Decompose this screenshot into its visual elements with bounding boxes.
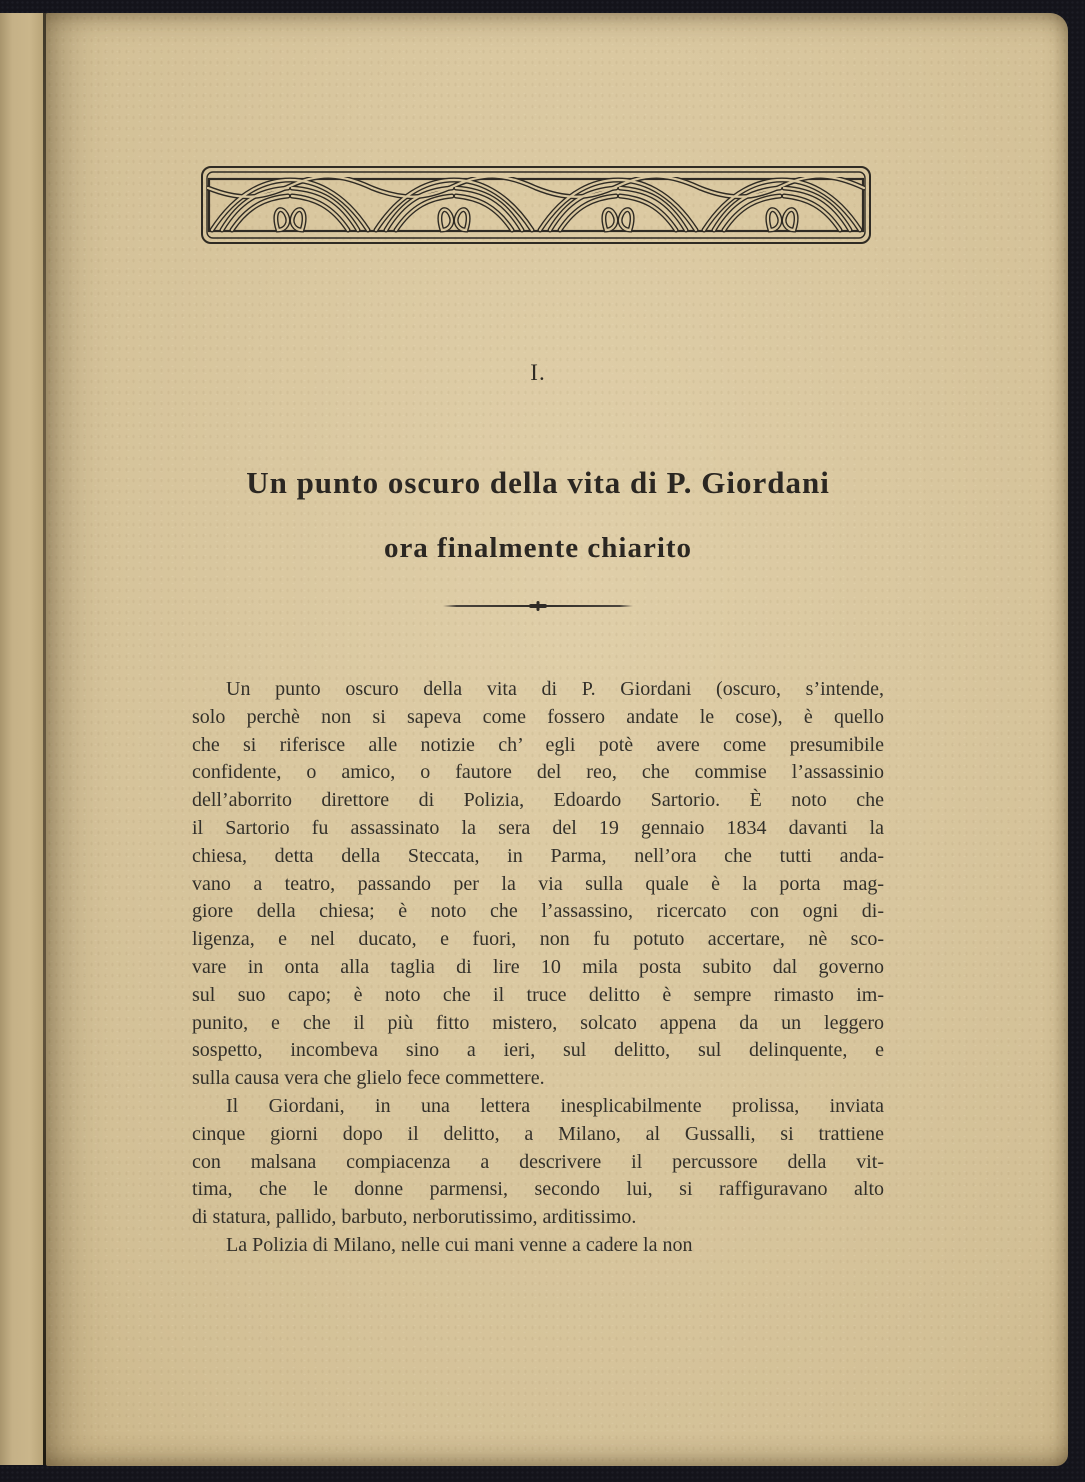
text-line: solo perchè non si sapeva come fossero andate le cose), è quello <box>192 705 884 728</box>
book-page <box>46 13 1068 1466</box>
text-line: sospetto, incombeva sino a ieri, sul delitto, sul delinquente, e <box>192 1039 884 1062</box>
body-text <box>192 676 884 1260</box>
title-divider <box>443 605 633 607</box>
text-line: tima, che le donne parmensi, secondo lui, si raffiguravano alto <box>192 1178 884 1201</box>
text-line: con malsana compiacenza a descrivere il percussore della vit- <box>192 1150 884 1173</box>
title-line-2: ora finalmente chiarito <box>383 532 693 564</box>
art-nouveau-ornament-band <box>200 164 872 246</box>
text-line: il Sartorio fu assassinato la sera del 19 gennaio 1834 davanti la <box>192 816 884 839</box>
text-line: vare in onta alla taglia di lire 10 mila posta subito dal governo <box>192 955 884 978</box>
text-line: Un punto oscuro della vita di P. Giordani (oscuro, s’intende, <box>226 678 884 700</box>
text-line: di statura, pallido, barbuto, nerborutissimo, arditissimo. <box>192 1206 637 1229</box>
text-line: che si riferisce alle notizie ch’ egli potè avere come presumibile <box>192 733 884 756</box>
paragraph <box>192 676 884 1093</box>
previous-page-edge <box>0 13 44 1465</box>
text-line: ligenza, e nel ducato, e fuori, non fu potuto accertare, nè sco- <box>192 928 884 951</box>
chapter-number: I. <box>530 360 546 385</box>
text-line: vano a teatro, passando per la via sulla quale è la porta mag- <box>192 872 884 895</box>
text-line: La Polizia di Milano, nelle cui mani venne a cadere la non <box>226 1233 693 1256</box>
title-line-1: Un punto oscuro della vita di P. Giordani <box>246 465 830 500</box>
text-line: sul suo capo; è noto che il truce delitto è sempre rimasto im- <box>192 983 884 1006</box>
text-line: punito, e che il più fitto mistero, solcato appena da un leggero <box>192 1011 884 1034</box>
chapter-title <box>192 465 884 565</box>
paragraph <box>192 1093 884 1232</box>
text-line: Il Giordani, in una lettera inesplicabilmente prolissa, inviata <box>226 1094 884 1117</box>
text-line: cinque giorni dopo il delitto, a Milano, al Gussalli, si trattiene <box>192 1122 884 1145</box>
text-line: sulla causa vera che glielo fece commettere. <box>192 1067 545 1090</box>
text-line: chiesa, detta della Steccata, in Parma, nell’ora che tutti anda- <box>192 844 884 867</box>
paragraph <box>192 1232 884 1260</box>
page-content <box>192 13 884 1466</box>
art-nouveau-frieze-icon <box>200 164 872 246</box>
text-line: giore della chiesa; è noto che l’assassino, ricercato con ogni di- <box>192 900 884 923</box>
text-line: dell’aborrito direttore di Polizia, Edoardo Sartorio. È noto che <box>192 789 884 812</box>
text-line: confidente, o amico, o fautore del reo, che commise l’assassinio <box>192 761 884 784</box>
